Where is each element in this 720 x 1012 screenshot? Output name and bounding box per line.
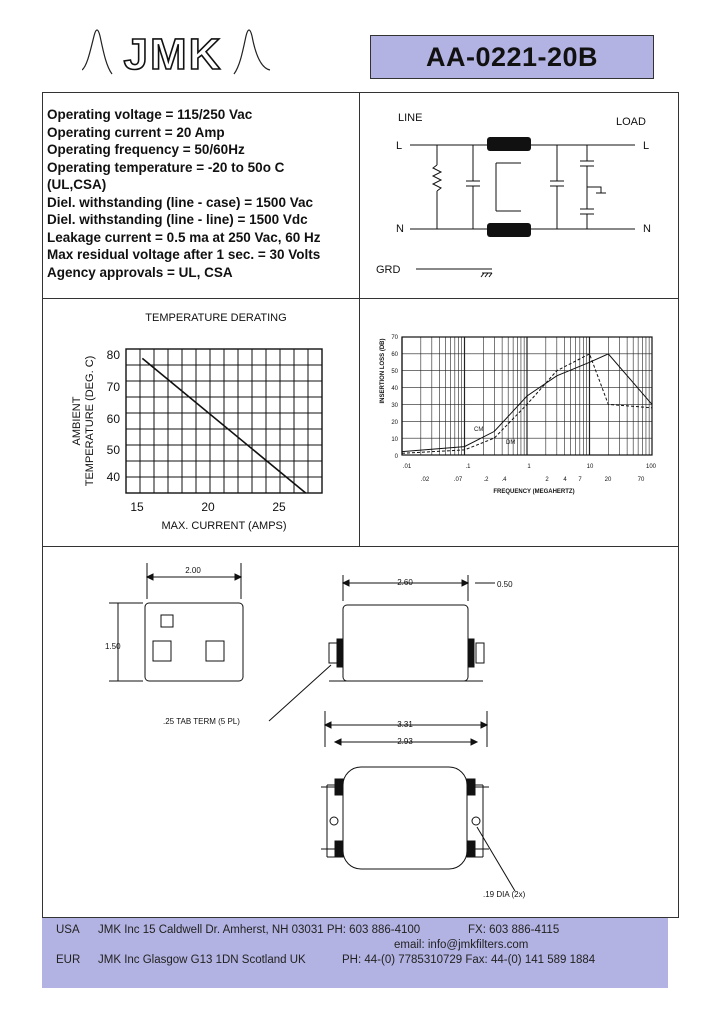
y-tick-label: 10: [391, 437, 398, 443]
dim-length-side: 2.60: [397, 578, 413, 587]
filter-schematic: [360, 93, 678, 297]
eur-country: EUR: [56, 954, 81, 966]
y-tick-label: 0: [394, 454, 398, 460]
x-tick-label: .01: [402, 464, 412, 470]
derating-title: TEMPERATURE DERATING: [145, 312, 287, 324]
y-axis-label: AMBIENT: [71, 396, 83, 446]
cm-series-label: CM: [474, 427, 484, 433]
spec-line: Operating temperature = -20 to 50o C: [47, 159, 285, 175]
x-axis-label: MAX. CURRENT (AMPS): [161, 520, 287, 532]
spec-line: Agency approvals = UL, CSA: [47, 264, 233, 280]
n-left-label: N: [396, 223, 404, 235]
x-tick-label: 15: [130, 500, 144, 514]
spec-line: Operating current = 20 Amp: [47, 124, 225, 140]
x-tick-label: 7: [578, 477, 582, 483]
dim-overall-length: 3.31: [397, 720, 413, 729]
dm-series-label: DM: [506, 440, 516, 446]
spec-line: Diel. withstanding (line - line) = 1500 Vdc: [47, 212, 308, 227]
spec-line: (UL,CSA): [47, 177, 107, 192]
x-tick-label: 10: [586, 464, 594, 470]
x-tick-label: .07: [453, 477, 463, 483]
x-tick-label: 70: [637, 477, 645, 483]
y-tick-label: 60: [106, 412, 120, 426]
divider: [42, 298, 679, 299]
spec-line: Operating frequency = 50/60Hz: [47, 142, 245, 157]
part-number-box: [370, 35, 654, 79]
part-number: AA-0221-20B: [425, 41, 599, 72]
y-tick-label: 40: [106, 470, 120, 484]
y-tick-label: 70: [106, 380, 120, 394]
contact-footer: [42, 918, 668, 988]
y-axis-label: INSERTION LOSS (DB): [380, 338, 386, 404]
x-tick-label: 2: [545, 477, 549, 483]
x-tick-label: .2: [483, 477, 489, 483]
x-axis-label: FREQUENCY (MEGAHERTZ): [493, 489, 575, 495]
choke-bottom: [487, 223, 531, 237]
usa-fax: FX: 603 886-4115: [468, 924, 560, 936]
y-tick-label: 40: [391, 386, 398, 392]
usa-address: JMK Inc 15 Caldwell Dr. Amherst, NH 03031 PH: 603 886-4100: [98, 924, 421, 936]
temperature-derating-chart: [60, 305, 350, 540]
dim-flange-side: 0.50: [497, 580, 513, 589]
dim-height-side: 1.50: [105, 642, 121, 651]
dim-width-top: 2.00: [185, 566, 201, 575]
hole-dia-note: .19 DIA (2x): [483, 890, 526, 899]
y-tick-label: 50: [106, 443, 120, 457]
dim-hole-spacing: 2.93: [397, 737, 413, 746]
y-tick-label: 80: [106, 348, 120, 362]
grd-label: GRD: [376, 264, 401, 276]
x-tick-label: 100: [645, 464, 657, 470]
x-tick-label: 20: [201, 500, 215, 514]
n-right-label: N: [643, 223, 651, 235]
choke-top: [487, 137, 531, 151]
x-tick-label: 1: [527, 464, 531, 470]
insertion-loss-chart: [362, 305, 678, 545]
x-tick-label: 4: [563, 477, 567, 483]
load-label: LOAD: [616, 116, 646, 128]
specs-list: [47, 106, 357, 281]
y-axis-label: TEMPERATURE (DEG. C): [84, 355, 96, 487]
l-left-label: L: [396, 140, 403, 152]
email-link[interactable]: email: info@jmkfilters.com: [394, 939, 529, 951]
logo-text: JMK: [123, 30, 223, 79]
x-tick-label: .02: [420, 477, 430, 483]
y-tick-label: 20: [391, 420, 398, 426]
line-label: LINE: [398, 112, 423, 124]
y-tick-label: 30: [391, 403, 398, 409]
x-tick-label: .4: [501, 477, 507, 483]
spec-line: Operating voltage = 115/250 Vac: [47, 107, 253, 122]
spec-line: Max residual voltage after 1 sec. = 30 Volts: [47, 247, 321, 262]
tab-term-note: .25 TAB TERM (5 PL): [163, 717, 240, 726]
y-tick-label: 70: [391, 335, 398, 341]
jmk-logo: [82, 22, 272, 82]
eur-address: JMK Inc Glasgow G13 1DN Scotland UK: [98, 954, 306, 966]
x-tick-label: 20: [604, 477, 612, 483]
x-tick-label: 25: [272, 500, 286, 514]
l-right-label: L: [643, 140, 650, 152]
spec-line: Leakage current = 0.5 ma at 250 Vac, 60 Hz: [47, 229, 321, 245]
mechanical-drawing: [43, 547, 678, 917]
eur-phone: PH: 44-(0) 7785310729 Fax: 44-(0) 141 589 1884: [342, 954, 596, 966]
y-tick-label: 50: [391, 369, 398, 375]
usa-country: USA: [56, 924, 80, 936]
spec-line: Diel. withstanding (line - case) = 1500 Vac: [47, 194, 313, 210]
y-tick-label: 60: [391, 352, 398, 358]
x-tick-label: .1: [465, 464, 471, 470]
